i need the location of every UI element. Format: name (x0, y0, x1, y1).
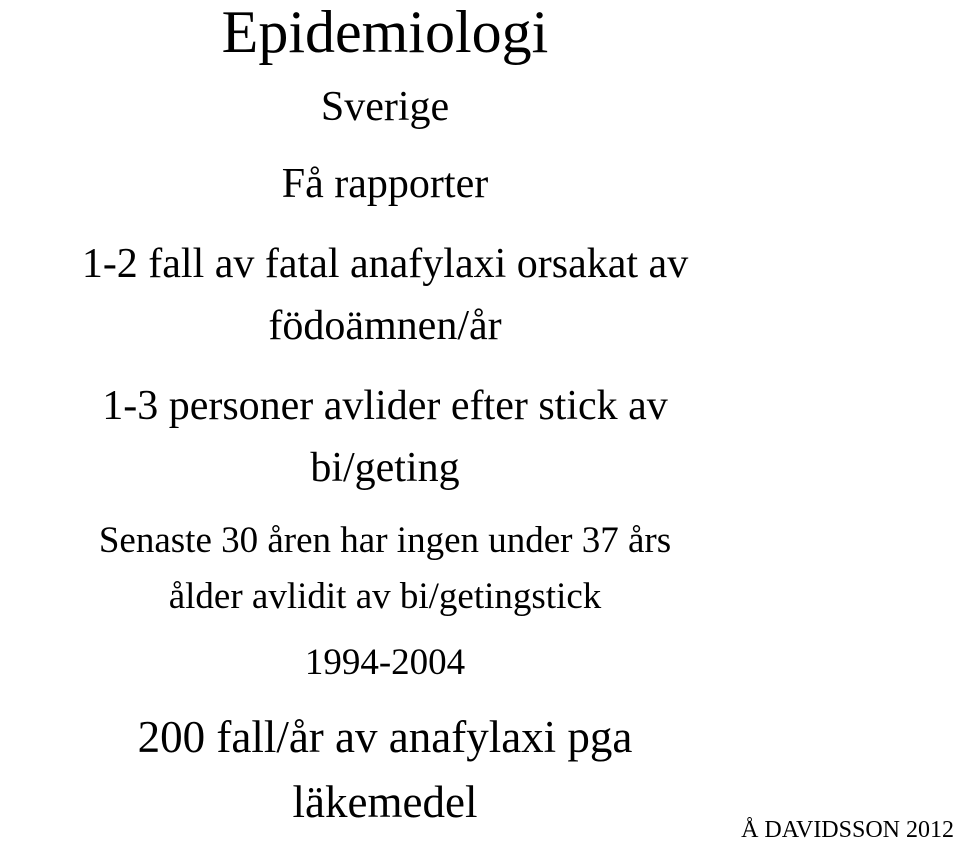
text-line-8: 1994-2004 (304, 642, 466, 683)
text-line-3: födoämnen/år (268, 303, 502, 349)
text-line-9: 200 fall/år av anafylaxi pga (137, 712, 633, 762)
slide-title: Epidemiologi (221, 0, 549, 65)
text-line-7: ålder avlidit av bi/getingstick (168, 576, 602, 617)
text-line-2: 1-2 fall av fatal anafylaxi orsakat av (81, 241, 689, 287)
footer-credit: Å DAVIDSSON 2012 (741, 817, 954, 843)
text-line-1: Få rapporter (281, 161, 489, 207)
text-line-10: läkemedel (292, 777, 478, 827)
text-line-4: 1-3 personer avlider efter stick av (102, 383, 668, 429)
slide-subtitle: Sverige (320, 84, 450, 130)
text-line-5: bi/geting (310, 445, 460, 491)
text-line-6: Senaste 30 åren har ingen under 37 års (98, 520, 672, 561)
